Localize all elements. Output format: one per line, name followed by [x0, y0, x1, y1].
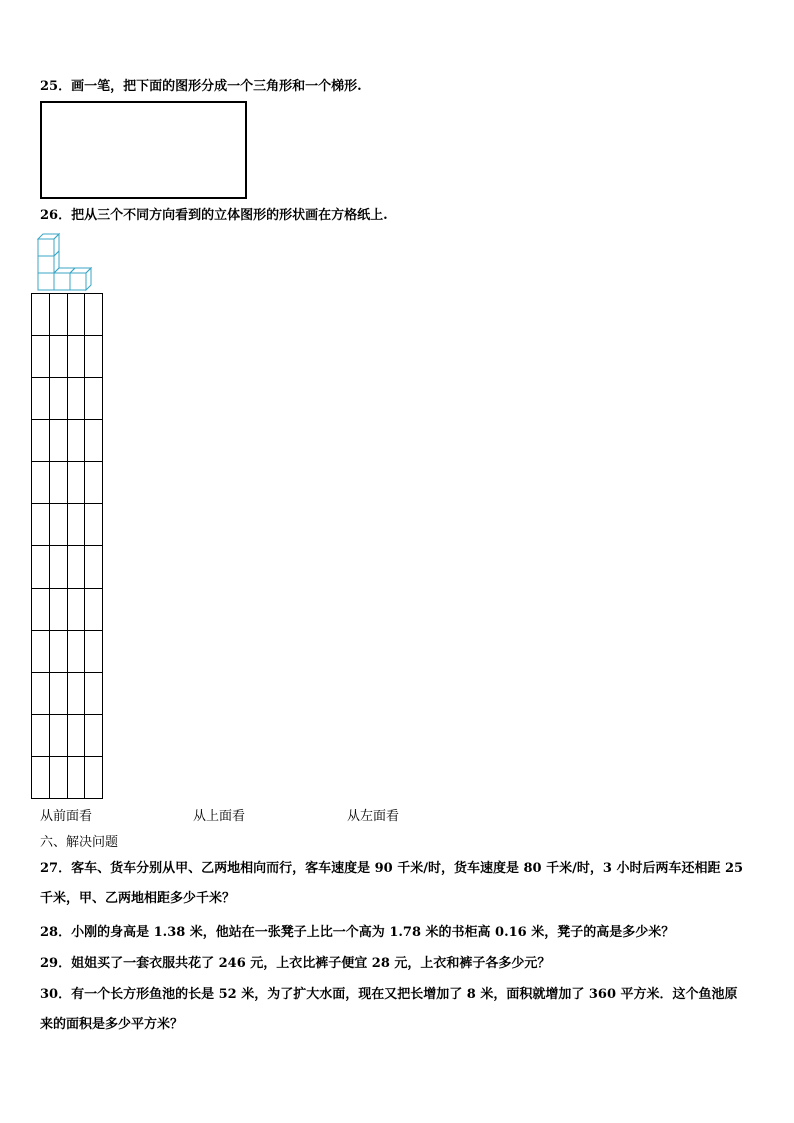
grid-cell: [85, 588, 103, 630]
question-25-text: 画一笔，把下面的图形分成一个三角形和一个梯形.: [71, 79, 362, 94]
cube-column-upper: [38, 234, 59, 273]
grid-cell: [49, 294, 67, 336]
question-25-number: 25．: [40, 79, 72, 94]
grid-cell: [32, 462, 50, 504]
grid-cell: [67, 588, 85, 630]
cube-stack-figure: [34, 232, 98, 292]
view-label-left: 从左面看: [347, 809, 400, 824]
question-29: [40, 955, 550, 973]
question-29-number: 29．: [40, 956, 72, 971]
grid-cell: [32, 588, 50, 630]
grid-row: [32, 588, 103, 630]
grid-cell: [32, 504, 50, 546]
grid-cell: [32, 756, 50, 798]
question-30-line2: 来的面积是多少平方米？: [40, 1017, 184, 1032]
question-30-text-line1: 有一个长方形鱼池的长是 52 米，为了扩大水面，现在又把长增加了 8 米，面积就增加了 360 平方米．这个鱼池原: [71, 987, 738, 1002]
question-26: [40, 207, 388, 225]
question-30: [40, 986, 738, 1004]
grid-cell: [85, 294, 103, 336]
question-26-text: 把从三个不同方向看到的立体图形的形状画在方格纸上.: [71, 208, 388, 223]
grid-row: [32, 714, 103, 756]
grid-cell: [49, 672, 67, 714]
grid-cell: [85, 378, 103, 420]
grid-row: [32, 336, 103, 378]
grid-row: [32, 630, 103, 672]
grid-row: [32, 420, 103, 462]
grid-cell: [67, 462, 85, 504]
question-29-text: 姐姐买了一套衣服共花了 246 元，上衣比裤子便宜 28 元，上衣和裤子各多少元？: [71, 956, 551, 971]
grid-cell: [85, 336, 103, 378]
grid-row: [32, 756, 103, 798]
grid-cell: [67, 546, 85, 588]
grid-row: [32, 546, 103, 588]
grid-cell: [32, 546, 50, 588]
grid-cell: [67, 630, 85, 672]
grid-cell: [49, 630, 67, 672]
grid-cell: [85, 420, 103, 462]
grid-cell: [85, 504, 103, 546]
section-title: 六、解决问题: [40, 835, 119, 850]
question-28: [40, 924, 674, 942]
question-27-number: 27．: [40, 861, 72, 876]
grid-cell: [32, 672, 50, 714]
grid-cell: [49, 714, 67, 756]
grid-cell: [49, 504, 67, 546]
question-27: [40, 860, 743, 878]
grid-cell: [49, 378, 67, 420]
grid-cell: [32, 294, 50, 336]
grid-cell: [67, 294, 85, 336]
grid-row: [32, 378, 103, 420]
grid-cell: [49, 336, 67, 378]
grid-row: [32, 462, 103, 504]
question-26-number: 26．: [40, 208, 72, 223]
grid-cell: [67, 756, 85, 798]
grid-cell: [67, 336, 85, 378]
grid-cell: [85, 546, 103, 588]
rectangle-figure: [40, 101, 247, 199]
grid-cell: [49, 588, 67, 630]
grid-cell: [85, 756, 103, 798]
view-label-front: 从前面看: [40, 809, 93, 824]
grid-cell: [85, 630, 103, 672]
grid-cell: [85, 672, 103, 714]
grid-cell: [49, 546, 67, 588]
grid-cell: [32, 420, 50, 462]
grid-row: [32, 504, 103, 546]
grid-cell: [49, 420, 67, 462]
question-28-number: 28．: [40, 925, 72, 940]
question-28-text: 小刚的身高是 1.38 米，他站在一张凳子上比一个高为 1.78 米的书柜高 0.16 米，凳子的高是多少米？: [71, 925, 675, 940]
view-label-top: 从上面看: [193, 809, 246, 824]
grid-cell: [49, 756, 67, 798]
question-30-number: 30．: [40, 987, 72, 1002]
answer-grid: [31, 293, 103, 799]
grid-cell: [67, 504, 85, 546]
grid-cell: [32, 378, 50, 420]
grid-cell: [85, 462, 103, 504]
grid-row: [32, 294, 103, 336]
grid-cell: [32, 630, 50, 672]
grid-cell: [67, 420, 85, 462]
cube-row-bottom: [38, 268, 91, 290]
grid-row: [32, 672, 103, 714]
question-27-line2: 千米，甲、乙两地相距多少千米？: [40, 891, 236, 906]
grid-cell: [67, 714, 85, 756]
question-25: [40, 78, 362, 96]
grid-cell: [32, 714, 50, 756]
grid-cell: [67, 378, 85, 420]
grid-cell: [49, 462, 67, 504]
grid-cell: [67, 672, 85, 714]
grid-cell: [85, 714, 103, 756]
grid-cell: [32, 336, 50, 378]
question-27-text-line1: 客车、货车分别从甲、乙两地相向而行，客车速度是 90 千米/时，货车速度是 80 千米/时，3 小时后两车还相距 25: [71, 861, 744, 876]
